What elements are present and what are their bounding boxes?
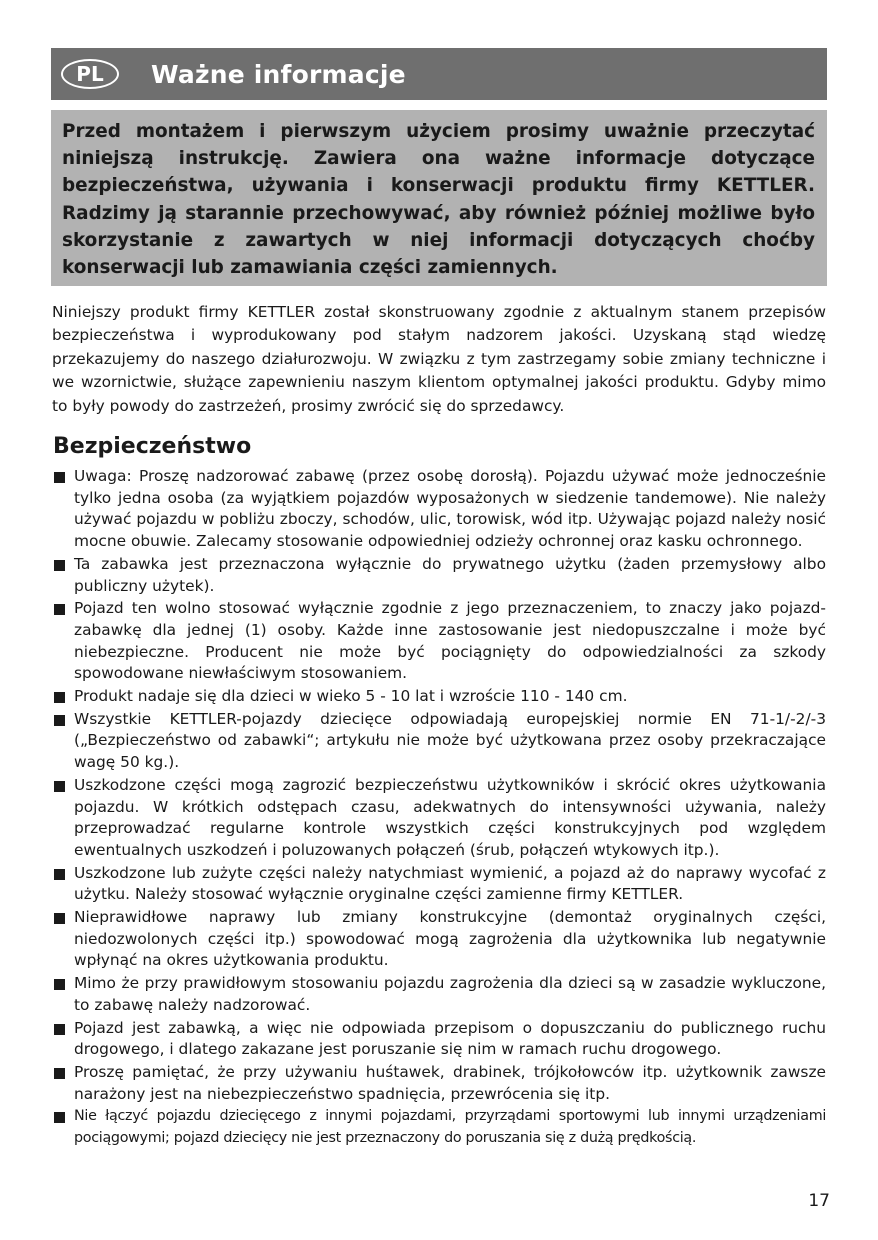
safety-item bbox=[52, 554, 826, 597]
square-bullet-icon bbox=[54, 781, 65, 792]
safety-item-text: Ta zabawka jest przeznaczona wyłącznie do prywatnego użytku (żaden przemysłowy albo publiczny użytek). bbox=[74, 554, 826, 595]
safety-item bbox=[52, 775, 826, 862]
important-notice-box bbox=[51, 110, 827, 286]
safety-item bbox=[52, 466, 826, 553]
safety-item-text: Mimo że przy prawidłowym stosowaniu pojazdu zagrożenia dla dzieci są w zasadzie wykluczone, to zabawę należy nadzorować. bbox=[74, 974, 826, 1014]
safety-item-text: Pojazd jest zabawką, a więc nie odpowiada przepisom o dopuszczaniu do publicznego ruchu drogowego, i dlatego zakazane jest poruszanie się nim w ramach ruchu drogowego. bbox=[74, 1018, 826, 1059]
square-bullet-icon bbox=[54, 472, 65, 483]
square-bullet-icon bbox=[54, 715, 65, 726]
safety-item-text: Uszkodzone części mogą zagrozić bezpieczeństwu użytkowników i skrócić okres użytkowania pojazdu. W krótkich odstępach czasu, adekwatnych do intensywności używania, należy przeprowadzać regularne kontrole wszystkich części konstrukcyjnych pod względem ewentualnych uszkodzeń i poluzowanych połączeń (śrub, połączeń wtykowych itp.). bbox=[74, 775, 826, 859]
square-bullet-icon bbox=[54, 604, 65, 615]
safety-item bbox=[52, 1018, 826, 1061]
header-bar bbox=[51, 48, 827, 100]
safety-item bbox=[52, 1106, 826, 1149]
square-bullet-icon bbox=[54, 1112, 65, 1123]
square-bullet-icon bbox=[54, 1068, 65, 1079]
important-notice-text: Przed montażem i pierwszym użyciem prosimy uważnie przeczytać niniejszą instrukcję. Zawiera ona ważne informacje dotyczące bezpieczeństwa, używania i konserwacji produktu firmy KETTLER. Radzimy ją starannie przechowywać, aby również później możliwe było skorzystanie z zawartych w niej informacji dotyczących choćby konserwacji lub zamawiania części zamiennych. bbox=[62, 121, 815, 279]
safety-item-text: Uwaga: Proszę nadzorować zabawę (przez osobę dorosłą). Pojazdu używać może jednocześnie tylko jedna osoba (za wyjątkiem pojazdów wyposażonych w siedzenie tandemowe). Nie należy używać pojazdu w pobliżu zboczy, schodów, ulic, torowisk, wód itp. Używając pojazd należy nosić mocne obuwie. Zalecamy stosowanie odpowiedniej odzieży ochronnej oraz kasku ochronnego. bbox=[74, 467, 826, 551]
safety-item-text: Nieprawidłowe naprawy lub zmiany konstrukcyjne (demontaż oryginalnych części, niedozwolonych części itp.) spowodować mogą zagrożenia dla użytkownika lub negatywnie wpłynąć na okres użytkowania produktu. bbox=[74, 908, 826, 970]
safety-item bbox=[52, 598, 826, 685]
safety-heading: Bezpieczeństwo bbox=[53, 434, 252, 459]
safety-item bbox=[52, 907, 826, 972]
page-number: 17 bbox=[808, 1191, 830, 1211]
safety-item bbox=[52, 973, 826, 1016]
safety-list bbox=[52, 466, 826, 1151]
safety-item-text: Wszystkie KETTLER-pojazdy dziecięce odpowiadają europejskiej normie EN 71-1/-2/-3 („Bezpieczeństwo od zabawki“; artykułu nie może być użytkowana przez osoby przekraczające wagę 50 kg.). bbox=[74, 709, 826, 772]
safety-item bbox=[52, 1062, 826, 1105]
square-bullet-icon bbox=[54, 692, 65, 703]
safety-item-text: Nie łączyć pojazdu dziecięcego z innymi pojazdami, przyrządami sportowymi lub innymi urządzeniami pociągowymi; pojazd dziecięcy nie jest przeznaczony do poruszania się z dużą prędkością. bbox=[74, 1108, 826, 1147]
safety-item bbox=[52, 863, 826, 906]
page-title: Ważne informacje bbox=[151, 59, 406, 89]
safety-item bbox=[52, 686, 826, 708]
language-badge: PL bbox=[61, 59, 119, 89]
square-bullet-icon bbox=[54, 913, 65, 924]
safety-item-text: Proszę pamiętać, że przy używaniu huśtawek, drabinek, trójkołowców itp. użytkownik zawsze narażony jest na niebezpieczeństwo spadnięcia, przewrócenia się itp. bbox=[74, 1062, 826, 1103]
intro-paragraph: Niniejszy produkt firmy KETTLER został skonstruowany zgodnie z aktualnym stanem przepisów bezpieczeństwa i wyprodukowany pod stałym nadzorem jakości. Uzyskaną stąd wiedzę przekazujemy do naszego działurozwoju. W związku z tym zastrzegamy sobie zmiany techniczne i we wzornictwie, służące zapewnieniu naszym klientom optymalnej jakości produktu. Gdyby mimo to były powody do zastrzeżeń, prosimy zwrócić się do sprzedawcy. bbox=[52, 303, 826, 415]
safety-item-text: Uszkodzone lub zużyte części należy natychmiast wymienić, a pojazd aż do naprawy wycofać z użytku. Należy stosować wyłącznie oryginalne części zamienne firmy KETTLER. bbox=[74, 863, 826, 904]
safety-item-text: Produkt nadaje się dla dzieci w wieko 5 - 10 lat i wzroście 110 - 140 cm. bbox=[74, 687, 628, 706]
square-bullet-icon bbox=[54, 560, 65, 571]
square-bullet-icon bbox=[54, 979, 65, 990]
square-bullet-icon bbox=[54, 1024, 65, 1035]
safety-item bbox=[52, 709, 826, 774]
square-bullet-icon bbox=[54, 869, 65, 880]
safety-item-text: Pojazd ten wolno stosować wyłącznie zgodnie z jego przeznaczeniem, to znaczy jako pojazd-zabawkę dla jednej (1) osoby. Każde inne zastosowanie jest niedopuszczalne i może być niebezpieczne. Producent nie może być pociągnięty do odpowiedzialności za szkody spowodowane niewłaściwym stosowaniem. bbox=[74, 599, 826, 683]
